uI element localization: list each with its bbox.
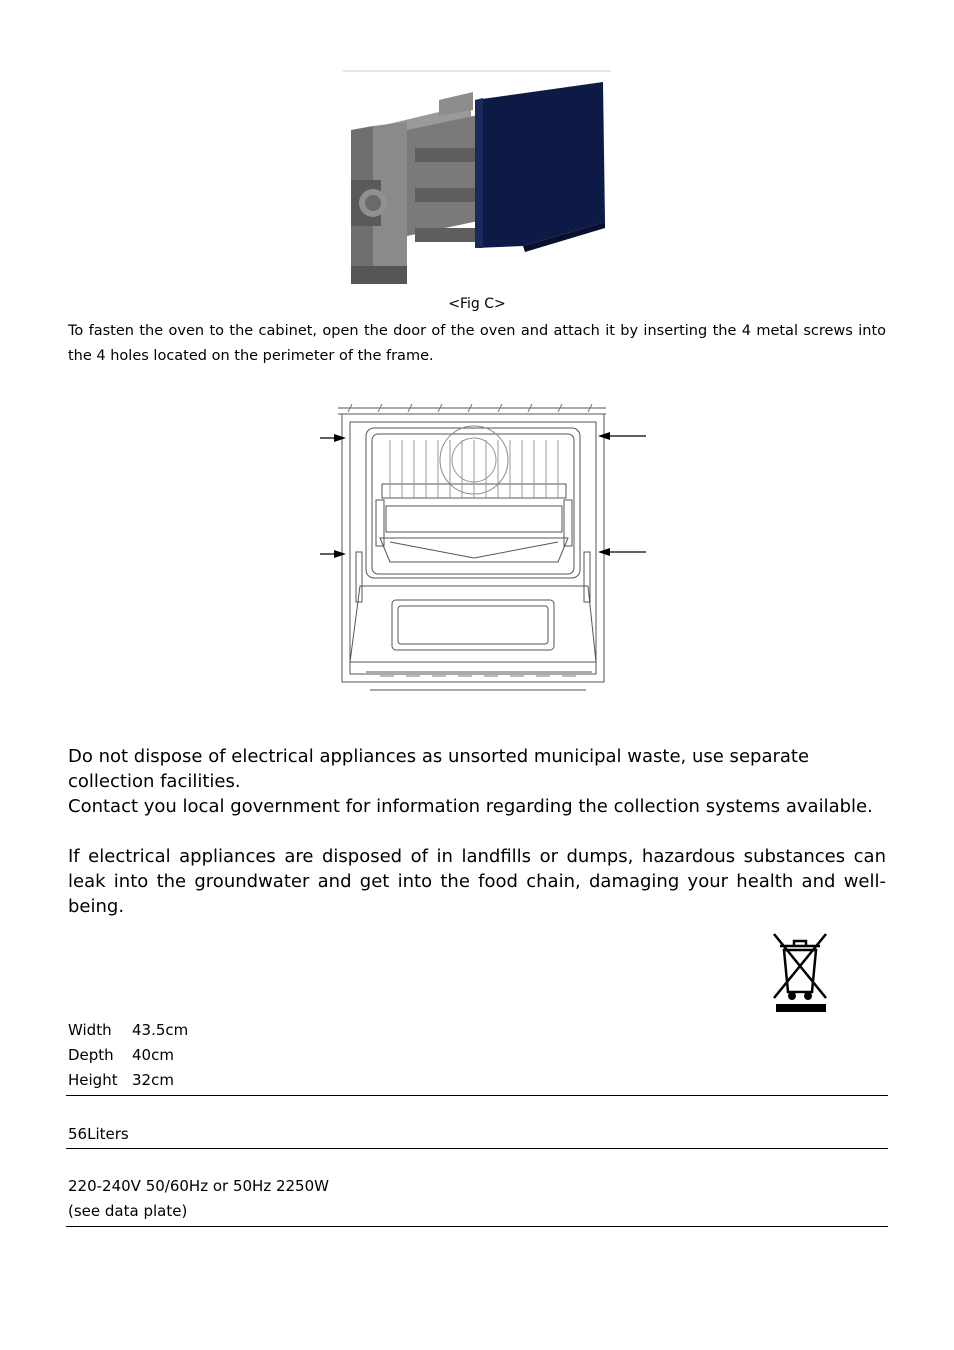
disposal-paragraph-3: If electrical appliances are disposed of in landfills or dumps, hazardous substances can leak into the groundwater and get into the food chain, damaging your health and well-being.: [68, 846, 886, 917]
dimension-width: [68, 1018, 188, 1043]
figure-c-caption: <Fig C>: [448, 296, 506, 312]
disposal-paragraph-2: Contact you local government for information regarding the collection systems available.: [68, 796, 873, 817]
figure-c-illustration: [343, 70, 611, 290]
divider: [66, 1148, 888, 1149]
power-note: (see data plate): [68, 1202, 188, 1220]
width-label: Width: [68, 1021, 112, 1039]
capacity-value: 56Liters: [68, 1125, 129, 1143]
fastening-instructions: To fasten the oven to the cabinet, open the door of the oven and attach it by inserting the 4 metal screws into the 4 holes located on the perimeter of the frame.: [68, 323, 886, 364]
width-value: 43.5cm: [132, 1021, 189, 1039]
power-rating: 220-240V 50/60Hz or 50Hz 2250W: [68, 1177, 329, 1195]
dimension-depth: [68, 1043, 174, 1068]
depth-label: Depth: [68, 1046, 114, 1064]
disposal-paragraph-1: Do not dispose of electrical appliances as unsorted municipal waste, use separate collection facilities.: [68, 746, 810, 792]
divider: [66, 1226, 888, 1227]
height-label: Height: [68, 1071, 118, 1089]
weee-crossed-bin-icon: [770, 932, 832, 1014]
oven-front-diagram: [320, 400, 650, 700]
height-value: 32cm: [132, 1071, 174, 1089]
divider: [66, 1095, 888, 1096]
depth-value: 40cm: [132, 1046, 174, 1064]
dimension-height: [68, 1068, 174, 1093]
